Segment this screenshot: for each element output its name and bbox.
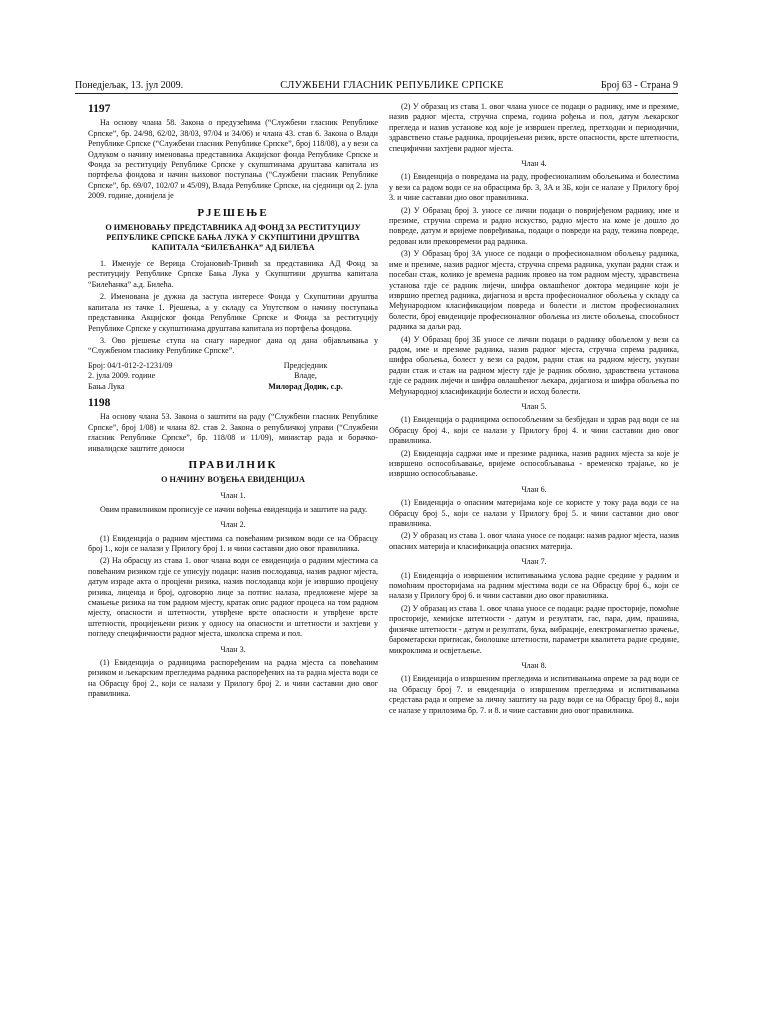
paragraph: (1) Евиденција о извршеним испитивањима услова радне средине у радним и помоћним просторијама на радним мјестима води се на Обрасцу број 6., који се налази у Прилогу број 6. и чини саставни дио овог правилника. <box>389 570 679 601</box>
header-date: Понедјељак, 13. јул 2009. <box>75 80 184 91</box>
paragraph: 3. Ово рјешење ступа на снагу наредног дана од дана објављивања у “Службеном гласнику Републике Српске”. <box>88 335 378 356</box>
preamble-1197: На основу члана 58. Закона о предузећима (“Службени гласник Републике Српске”, бр. 24/98, 62/02, 38/03, 97/04 и 34/06) и члана 43. став 6. Закона о Влади Републике Српске (“Службени гласник Републике Српске”, број 118/08), а у вези са Одлуком о начину именовања представника Акцијског фонда Републике Српске и Фонда за реституцију Републике Српске у скупштинама друштава капитала из портфеља фондова и начин њиховог поступања (“Службени гласник Републике Српске”, бр. 69/07, 102/07 и 45/09), Влада Републике Српске, на сједници од 2. јула 2009. године, донијела је <box>88 118 378 201</box>
article-heading: Члан 7. <box>521 557 547 567</box>
act-title-1197: РЈЕШЕЊЕ <box>197 206 269 219</box>
header-publication-title: СЛУЖБЕНИ ГЛАСНИК РЕПУБЛИКЕ СРПСКЕ <box>280 80 504 91</box>
act-number-1198: 1198 <box>88 396 111 409</box>
paragraph: (1) Евиденција о опасним материјама које се користе у току рада води се на Обрасцу број 5., који се налази у Прилогу број 5. и чини саставни дио овог правилника. <box>389 498 679 529</box>
paragraph: (2) Евиденција садржи име и презиме радника, назив радних мјеста за које је извршено оспособљавање, вријеме оспособљавања - временско трајање, ко је извршио оспособљавање. <box>389 448 679 479</box>
left-column <box>88 102 378 702</box>
article-heading: Члан 8. <box>521 660 547 670</box>
paragraph: 2. Именована је дужна да заступа интересе Фонда у Скупштини друштва капитала из тачке 1. Рјешења, а у складу са Упутством о начину поступања представника Акцијског фонда Републике Српске и Фонда за реституцију Републике Српске у скупштинама друштава капитала из портфеља фондова. <box>88 292 378 333</box>
page-header <box>75 80 678 94</box>
paragraph: (2) У образац из става 1. овог члана уносе се подаци о раднику, име и презиме, назив радног мјеста, стручна спрема, година рођења и пол, датум љекарског прегледа и назив установе код које је извршен преглед, претходни и периодични, здравствено стање радника, процијењени ризик, врсте опасности, врсте штетности, специфични захтјеви радног мјеста. <box>389 102 679 153</box>
paragraph: (1) Евиденција о радницима оспособљеним за безбједан и здрав рад води се на Обрасцу број 4., који се налази у Прилогу број 4. и чини саставни дио овог правилника. <box>389 415 679 446</box>
paragraph: (1) Евиденција о радним мјестима са повећаним ризиком води се на Обрасцу број 1., који се налази у Прилогу број 1. и чини саставни дио овог правилника. <box>88 533 378 553</box>
article-heading: Члан 4. <box>521 159 547 169</box>
preamble-1198: На основу члана 53. Закона о заштити на раду (“Службени гласник Републике Српске”, број 1/08) и члана 82. став 2. Закона о републичкој управи (“Службени гласник Републике Српске”, бр. 118/08 и 11/09), министар рада и борачко-инвалидске заштите доноси <box>88 412 378 453</box>
paragraph: (2) На обрасцу из става 1. овог члана води се евиденција о радним мјестима са повећаним ризиком гдје се уписују подаци: назив послодавца, назив радног мјеста, датум израде акта о процјени ризика, назив послодавца који је извршио процјену ризика, лиценца и број, одговорно лице за потпис налаза, предложене мјере за смањење ризика на том радном мјесту, кратак опис радног процеса на том радном мјесту, опасности и штетности, утврђене врсте опасности и утврђене врсте штетности, процијењени ризик у односу на опасности и штетности и захтјеви у погледу специфичности радног мјеста, школска спрема и пол. <box>88 556 378 639</box>
signatory-body: Владе, <box>294 371 317 381</box>
paragraph: (1) Евиденција о повредама на раду, професионалним обољењима и болестима у вези са радом води се на обрасцима бр. 3, 3А и 3Б, који се налазе у Прилогу број 3. и чине саставни дио овог правилника. <box>389 172 679 203</box>
paragraph: (1) Евиденција о извршеним прегледима и испитивањима опреме за рад води се на Обрасцу број 7. и евиденција о извршеним прегледима и испитивањима средстава рада и опреме за личну заштиту на раду води се на Обрасцу број 8., који се налазе у прилозима бр. 7. и 8. и чине саставни дио овог правилника. <box>389 674 679 715</box>
article-heading: Члан 3. <box>220 644 246 654</box>
paragraph: (2) У Образац број 3. уносе се лични подаци о повријеђеном раднику, име и презиме, стручна спрема и радно искуство, радно мјесто на коме је дошло до повреде, датум и вријеме повређивања, подаци о повреди на раду, тежина повреде, редован или прековремени рад радника. <box>389 205 679 246</box>
paragraph: (3) У Образац број 3А уносе се подаци о професионалном обољењу радника, име и презиме, назив радног мјеста, стручна спрема радника, укупан радни стаж и посебан стаж, колико је времена радник провео на том радном мјесту, здравствена установа гдје се радник лијечи, шифра овлашћеног доктора медицине који је извршио преглед радника, дијагноза и врста професионалног обољења у складу са Међународном класификацијом повреда и болести и листом професионалних болести, број евиденције професионалног обољења из листе обољења, способност радника за даљи рад. <box>389 249 679 332</box>
act-title-1198: ПРАВИЛНИК <box>188 458 278 471</box>
signatory-title: Предсједник <box>283 360 328 370</box>
reference-number: Број: 04/1-012-2-1231/09 <box>88 360 173 370</box>
paragraph: 1. Именује се Верица Стојановић-Тривић за представника АД Фонд за реституцију Републике Српске Бања Лука у Скупштини друштва капитала “Билећанка” а.д. Билећа. <box>88 259 378 289</box>
article-heading: Члан 5. <box>521 401 547 411</box>
article-heading: Члан 1. <box>220 491 246 501</box>
act-number-1197: 1197 <box>88 103 111 115</box>
act-subtitle-1197: О ИМЕНОВАЊУ ПРЕДСТАВНИКА АД ФОНД ЗА РЕСТИТУЦИЈУ РЕПУБЛИКЕ СРПСКЕ БАЊА ЛУКА У СКУПШТИНИ ДРУШТВА КАПИТАЛА “БИЛЕЋАНКА” АД БИЛЕЋА <box>105 223 361 253</box>
paragraph: (2) У образац из става 1. овог члана уносе се подаци: радне просторије, помоћне просторије, хемијске штетности - датум и резултати, гас, пара, дим, прашина, физичке штетности - датум и резултати, бука, вибрације, електромагнетно зрачење, барометарски притисак, биолошке штетности, параметри квалитета радне средине, микроклима и освјетљење. <box>389 603 679 655</box>
article-heading: Члан 2. <box>220 520 246 530</box>
signatory-name: Милорад Додик, с.р. <box>268 381 343 391</box>
signature-block <box>88 361 378 392</box>
paragraph: (2) У образац из става 1. овог члана уносе се подаци: назив радног мјеста, назив опасних материја и класификација опасних материја. <box>389 531 679 551</box>
signature-place: Бања Лука <box>88 381 125 391</box>
paragraph: (4) У Образац број 3Б уносе се лични подаци о раднику обољелом у вези са радом, име и презиме радника, назив радног мјеста, стручна спрема радника, шифра обољења, болест у вези са радом, радни стаж на радном мјесту, укупан радни стаж и стаж на радном мјесту гдје је радник оболио, здравствена установа гдје се радник лијечи и шифра овлашћеног љекара, дијагноза и шифра обољења по Међународној класификацији болести и исход болести. <box>389 334 679 396</box>
act-subtitle-1198: О НАЧИНУ ВОЂЕЊА ЕВИДЕНЦИЈА <box>161 475 305 485</box>
paragraph: (1) Евиденција о радницима распоређеним на радна мјеста са повећаним ризиком и љекарским прегледима радника распоређених на та радна мјеста води се на Обрасцу број 2., који се налази у Прилогу број 2. и чини саставни дио овог правилника. <box>88 658 378 699</box>
signature-date: 2. јула 2009. године <box>88 371 156 381</box>
article-heading: Члан 6. <box>521 484 547 494</box>
header-page-number: Број 63 - Страна 9 <box>600 80 678 91</box>
right-column <box>389 102 679 718</box>
paragraph: Овим правилником прописује се начин вођења евиденција и заштите на раду. <box>100 504 368 514</box>
